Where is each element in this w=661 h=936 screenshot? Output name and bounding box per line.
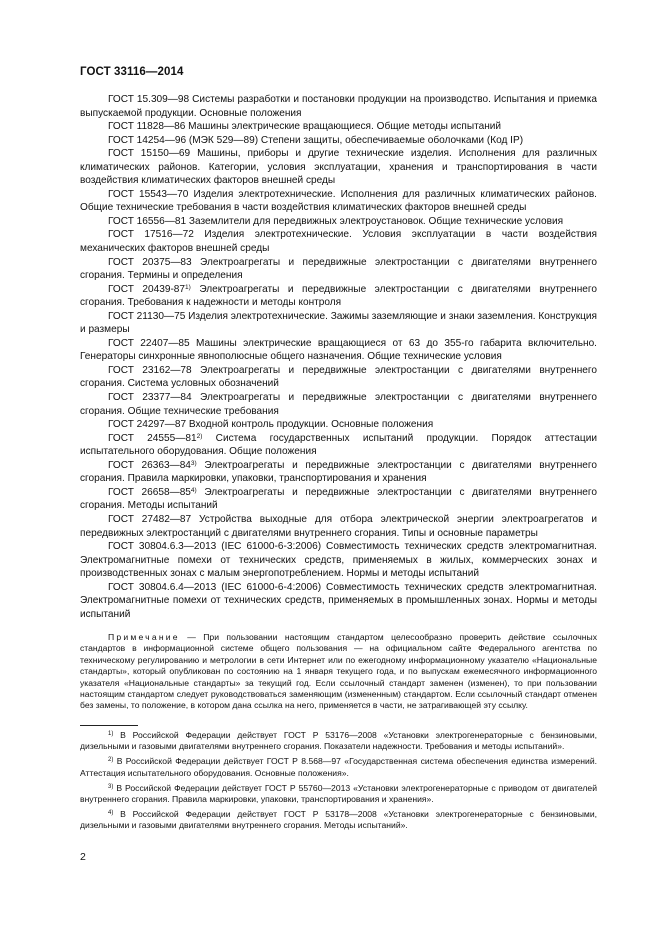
reference-item: [80, 215, 597, 229]
footnote-item: [80, 809, 597, 832]
footnote-text: В Российской Федерации действует ГОСТ Р 8.568—97 «Государственная система обеспечения единства измерений. Аттестация испытательного оборудования. Основные положения».: [80, 756, 598, 778]
reference-item: [80, 418, 597, 432]
reference-text: ГОСТ 27482—87 Устройства выходные для отбора электрической энергии электроагрегатов и передвижных электростанций с двигателями внутреннего сгорания. Типы и основные параметры: [80, 513, 597, 539]
footnote-mark: 1): [108, 731, 114, 737]
note-text: — При пользовании настоящим стандартом целесообразно проверить действие ссылочных стандартов в информационной системе общего пользования — на официальном сайте Федерального агентства по техническому регулированию и метрологии в сети Интернет или по ежегодному информационному указателю «Национальные стандарты», который опубликован по состоянию на 1 января текущего года, и по выпускам ежемесячного информационного указателя «Национальные стандарты» за текущий год. Если ссылочный стандарт заменен (изменен), то при пользовании настоящим стандартом следует руководствоваться заменяющим (измененным) стандартом. Если ссылочный стандарт отменен без замены, то положение, в котором дана ссылка на него, применяется в части, не затрагивающей эту ссылку.: [80, 632, 597, 711]
reference-item: [80, 459, 597, 486]
reference-text: ГОСТ 11828—86 Машины электрические вращающиеся. Общие методы испытаний: [108, 121, 502, 133]
footnote-item: [80, 756, 597, 779]
reference-item: [80, 486, 597, 513]
reference-title: Электроагрегаты и передвижные электростанции с двигателями внутреннего сгорания. Правила маркировки, упаковки, транспортирования и хранения: [80, 459, 597, 485]
reference-text: ГОСТ 17516—72 Изделия электротехнические. Условия эксплуатации в части воздействия механических факторов внешней среды: [80, 229, 597, 255]
footnote-mark: 4): [108, 809, 114, 816]
footnote-item: [80, 783, 597, 806]
reference-item: [80, 513, 597, 540]
footnotes: [80, 730, 597, 835]
footnote-mark: 2): [196, 432, 203, 440]
normative-references: [80, 93, 597, 621]
reference-title: Система государственных испытаний продукции. Порядок аттестации испытательного оборудования. Общие положения: [80, 432, 597, 458]
footnote-text: В Российской Федерации действует ГОСТ Р 53178—2008 «Установки электрогенераторные с бензиновыми, дизельными и газовыми двигателями внутреннего сгорания. Методы испытаний».: [80, 808, 598, 831]
reference-item: [80, 256, 597, 283]
reference-text: ГОСТ 14254—96 (МЭК 529—89) Степени защиты, обеспечиваемые оболочками (Код IP): [108, 134, 524, 146]
reference-item: [80, 228, 597, 255]
note-block: [80, 632, 597, 712]
reference-item: [80, 337, 597, 364]
reference-text: ГОСТ 21130—75 Изделия электротехнические. Зажимы заземляющие и знаки заземления. Конструкция и размеры: [80, 310, 597, 336]
reference-item: [80, 391, 597, 418]
footnote-mark: 3): [108, 783, 114, 790]
note-paragraph: [80, 632, 597, 712]
reference-item: [80, 147, 597, 188]
reference-text: ГОСТ 15150—69 Машины, приборы и другие технические изделия. Исполнения для различных климатических районов. Категории, условия эксплуатации, хранения и транспортирования в части воздействия климатических факторов внешней среды: [80, 148, 597, 187]
footnote-text: В Российской Федерации действует ГОСТ Р 55760—2013 «Установки электрогенераторные с приводом от двигателей внутреннего сгорания. Правила маркировки, упаковки, транспортирования и хранения».: [80, 782, 597, 805]
footnote-divider: [80, 725, 138, 726]
reference-text: ГОСТ 15.309—98 Системы разработки и постановки продукции на производство. Испытания и приемка выпускаемой продукции. Основные положения: [80, 94, 597, 119]
reference-item: [80, 310, 597, 337]
footnote-item: [80, 730, 597, 753]
reference-item: [80, 540, 597, 581]
footnote-text: В Российской Федерации действует ГОСТ Р 53176—2008 «Установки электрогенераторные с бензиновыми, дизельными и газовыми двигателями внутреннего сгорания. Показатели надежности. Требования и методы испытаний».: [80, 730, 598, 752]
reference-item: [80, 134, 597, 148]
reference-text: ГОСТ 30804.6.4—2013 (IEC 61000-6-4:2006) Совместимость технических средств электромагнитная. Электромагнитные помехи от технических средств, применяемых в промышленных зонах. Нормы и методы испытаний: [80, 581, 597, 620]
document-header: ГОСТ 33116—2014: [80, 66, 184, 78]
reference-item: [80, 283, 597, 310]
reference-item: [80, 120, 597, 134]
footnote-mark: 2): [108, 757, 114, 764]
reference-item: [80, 93, 597, 120]
page-number: 2: [80, 851, 86, 863]
reference-text: ГОСТ 26363—84: [108, 459, 191, 471]
reference-text: ГОСТ 24297—87 Входной контроль продукции. Основные положения: [108, 419, 434, 431]
reference-text: ГОСТ 20375—83 Электроагрегаты и передвижные электростанции с двигателями внутреннего сгорания. Термины и определения: [80, 256, 597, 282]
note-label: Примечание: [108, 632, 180, 642]
reference-item: [80, 581, 597, 622]
reference-item: [80, 432, 597, 459]
reference-text: ГОСТ 22407—85 Машины электрические вращающиеся от 63 до 355-го габарита включительно. Генераторы синхронные явнополюсные общего назначения. Общие технические условия: [80, 337, 597, 363]
reference-text: ГОСТ 26658—85: [108, 486, 191, 498]
reference-text: ГОСТ 24555—81: [108, 432, 197, 444]
footnote-mark: 4): [190, 486, 197, 494]
reference-item: [80, 188, 597, 215]
reference-item: [80, 364, 597, 391]
reference-text: ГОСТ 16556—81 Заземлители для передвижных электроустановок. Общие технические условия: [108, 215, 564, 227]
reference-title: Электроагрегаты и передвижные электростанции с двигателями внутреннего сгорания. Требования к надежности и методы контроля: [80, 283, 597, 309]
reference-text: ГОСТ 20439-87: [108, 283, 186, 295]
footnote-mark: 1): [185, 283, 191, 291]
reference-text: ГОСТ 23377—84 Электроагрегаты и передвижные электростанции с двигателями внутреннего сгорания. Общие технические требования: [80, 392, 597, 417]
reference-text: ГОСТ 30804.6.3—2013 (IEC 61000-6-3:2006) Совместимость технических средств электромагнитная. Электромагнитные помехи от технических средств, применяемых в жилых, коммерческих зонах и производственных зонах с малым энергопотреблением. Нормы и методы испытаний: [80, 541, 597, 580]
footnote-mark: 3): [190, 459, 197, 467]
reference-title: Электроагрегаты и передвижные электростанции с двигателями внутреннего сгорания. Методы испытаний: [80, 486, 597, 512]
reference-text: ГОСТ 23162—78 Электроагрегаты и передвижные электростанции с двигателями внутреннего сгорания. Система условных обозначений: [80, 364, 597, 390]
reference-text: ГОСТ 15543—70 Изделия электротехнические. Исполнения для различных климатических районов. Общие технические требования в части воздействия климатических факторов внешней среды: [80, 188, 597, 214]
